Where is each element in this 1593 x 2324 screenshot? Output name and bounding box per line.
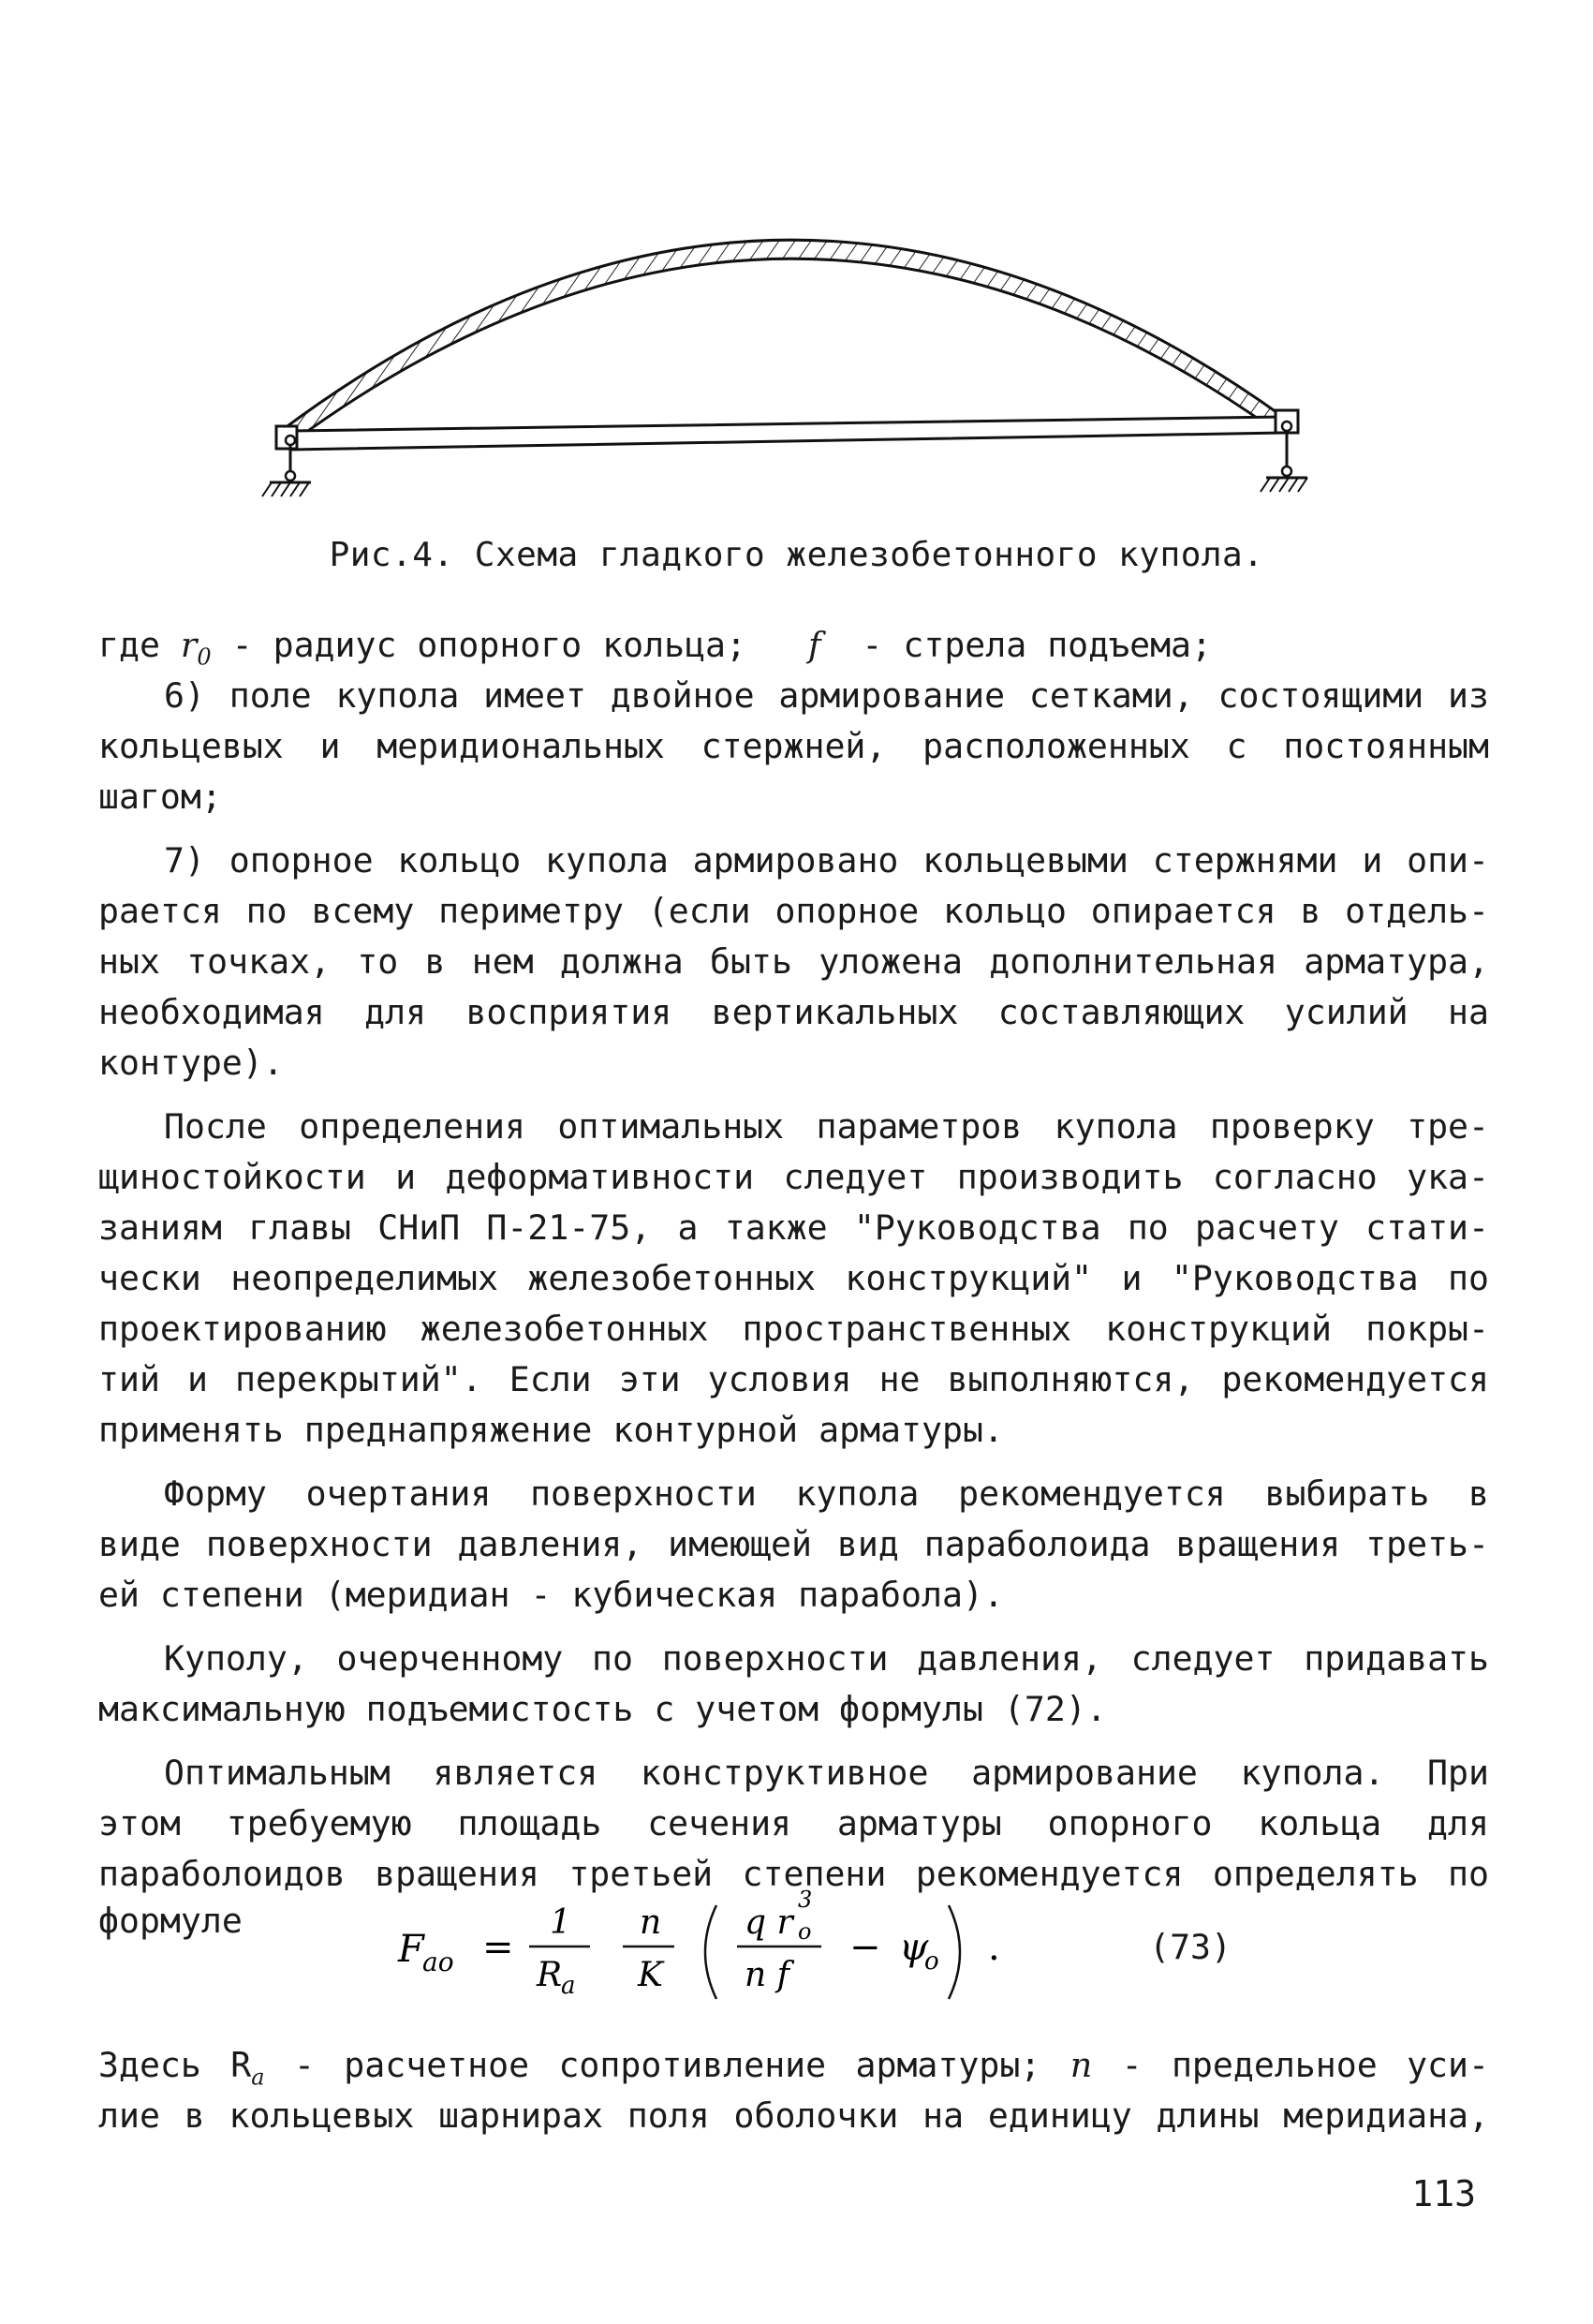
paragraph-line: кольцевых и меридиональных стержней, расположенных с постоянным — [98, 726, 1489, 766]
paragraph-line: этом требуемую площадь сечения арматуры опорного кольца для — [98, 1803, 1489, 1843]
paragraph-line: максимальную подъемистость с учетом формулы (72). — [98, 1689, 1107, 1729]
paragraph-line: После определения оптимальных параметров купола проверку тре- — [164, 1106, 1489, 1147]
paragraph-line: контуре). — [98, 1043, 284, 1083]
body-text — [98, 620, 1489, 2141]
frac2-denominator: K — [638, 1956, 663, 1994]
formula-73 — [389, 1885, 1232, 2025]
page-number: 113 — [1411, 2173, 1476, 2214]
formula-period: . — [988, 1926, 1000, 1969]
paragraph-line: чески неопределимых железобетонных конструкций" и "Руководства по — [98, 1258, 1489, 1298]
formula-lhs: F — [398, 1928, 424, 1971]
definition-line: где $r_0$ - радиус опорного кольца; f - стрела подъема; — [98, 625, 1212, 671]
dome-shell — [281, 240, 1283, 440]
frac1-numerator: 1 — [550, 1903, 571, 1942]
right-paren — [949, 1905, 960, 1999]
support-ring — [290, 417, 1283, 450]
paragraph-line: щиностойкости и деформативности следует производить согласно ука- — [98, 1157, 1489, 1197]
formula-graphic — [389, 1885, 1119, 2025]
paragraph-line: тий и перекрытий". Если эти условия не выполняются, рекомендуется — [98, 1359, 1489, 1399]
paragraph-line: 7) опорное кольцо купола армировано кольцевыми стержнями и опи- — [164, 840, 1489, 881]
formula-psi-sub: o — [924, 1947, 939, 1976]
formula-psi: ψ — [899, 1926, 929, 1969]
paragraph-line: лие в кольцевых шарнирах поля оболочки на единицу длины меридиана, — [98, 2095, 1489, 2136]
frac3-num-sub: o — [798, 1918, 812, 1945]
frac2-numerator: n — [640, 1903, 662, 1942]
paragraph-line: 6) поле купола имеет двойное армирование сетками, состоящими из — [164, 675, 1489, 716]
formula-minus: − — [849, 1926, 881, 1969]
paragraph-line: параболоидов вращения третьей степени рекомендуется определять по — [98, 1854, 1489, 1894]
paragraph-line: Оптимальным является конструктивное армирование купола. При — [164, 1753, 1489, 1793]
formula-number: (73) — [1149, 1927, 1232, 1967]
paragraph-line: необходимая для восприятия вертикальных составляющих усилий на — [98, 992, 1489, 1032]
formula-equals: = — [482, 1926, 514, 1969]
formula-lhs-sub: ao — [422, 1947, 454, 1977]
frac3-num-sup: 3 — [798, 1887, 813, 1913]
paragraph-line: шагом; — [98, 777, 222, 817]
frac3-numerator: q r — [745, 1903, 793, 1942]
frac1-denominator: R — [537, 1956, 563, 1994]
paragraph-line: Форму очертания поверхности купола рекомендуется выбирать в — [164, 1473, 1489, 1514]
left-paren — [705, 1905, 716, 1999]
paragraph-line: проектированию железобетонных пространственных конструкций покры- — [98, 1309, 1489, 1349]
frac1-den-sub: a — [561, 1972, 576, 2000]
paragraph-line: Куполу, очерченному по поверхности давления, следует придавать — [164, 1638, 1489, 1679]
frac3-denominator: n f — [745, 1956, 789, 1994]
dome-figure — [253, 169, 1358, 525]
paragraph-line: виде поверхности давления, имеющей вид параболоида вращения треть- — [98, 1524, 1489, 1564]
paragraph-line: ей степени (меридиан - кубическая парабола). — [98, 1575, 1004, 1615]
paragraph-line: применять преднапряжение контурной арматуры. — [98, 1410, 1004, 1450]
paragraph-line: заниям главы СНиП П-21-75, а также "Руководства по расчету стати- — [98, 1207, 1489, 1248]
formula-row — [98, 1887, 1489, 2040]
dome-diagram — [253, 169, 1358, 525]
paragraph-line: Здесь $R_a$ - расчетное сопротивление арматуры; n - предельное уси- — [98, 2045, 1489, 2091]
paragraph-line: рается по всему периметру (если опорное кольцо опирается в отдель- — [98, 891, 1489, 931]
figure-caption: Рис.4. Схема гладкого железобетонного купола. — [329, 536, 1264, 574]
formula-word: формуле — [98, 1901, 243, 1941]
paragraph-line: ных точках, то в нем должна быть уложена дополнительная арматура, — [98, 941, 1489, 982]
